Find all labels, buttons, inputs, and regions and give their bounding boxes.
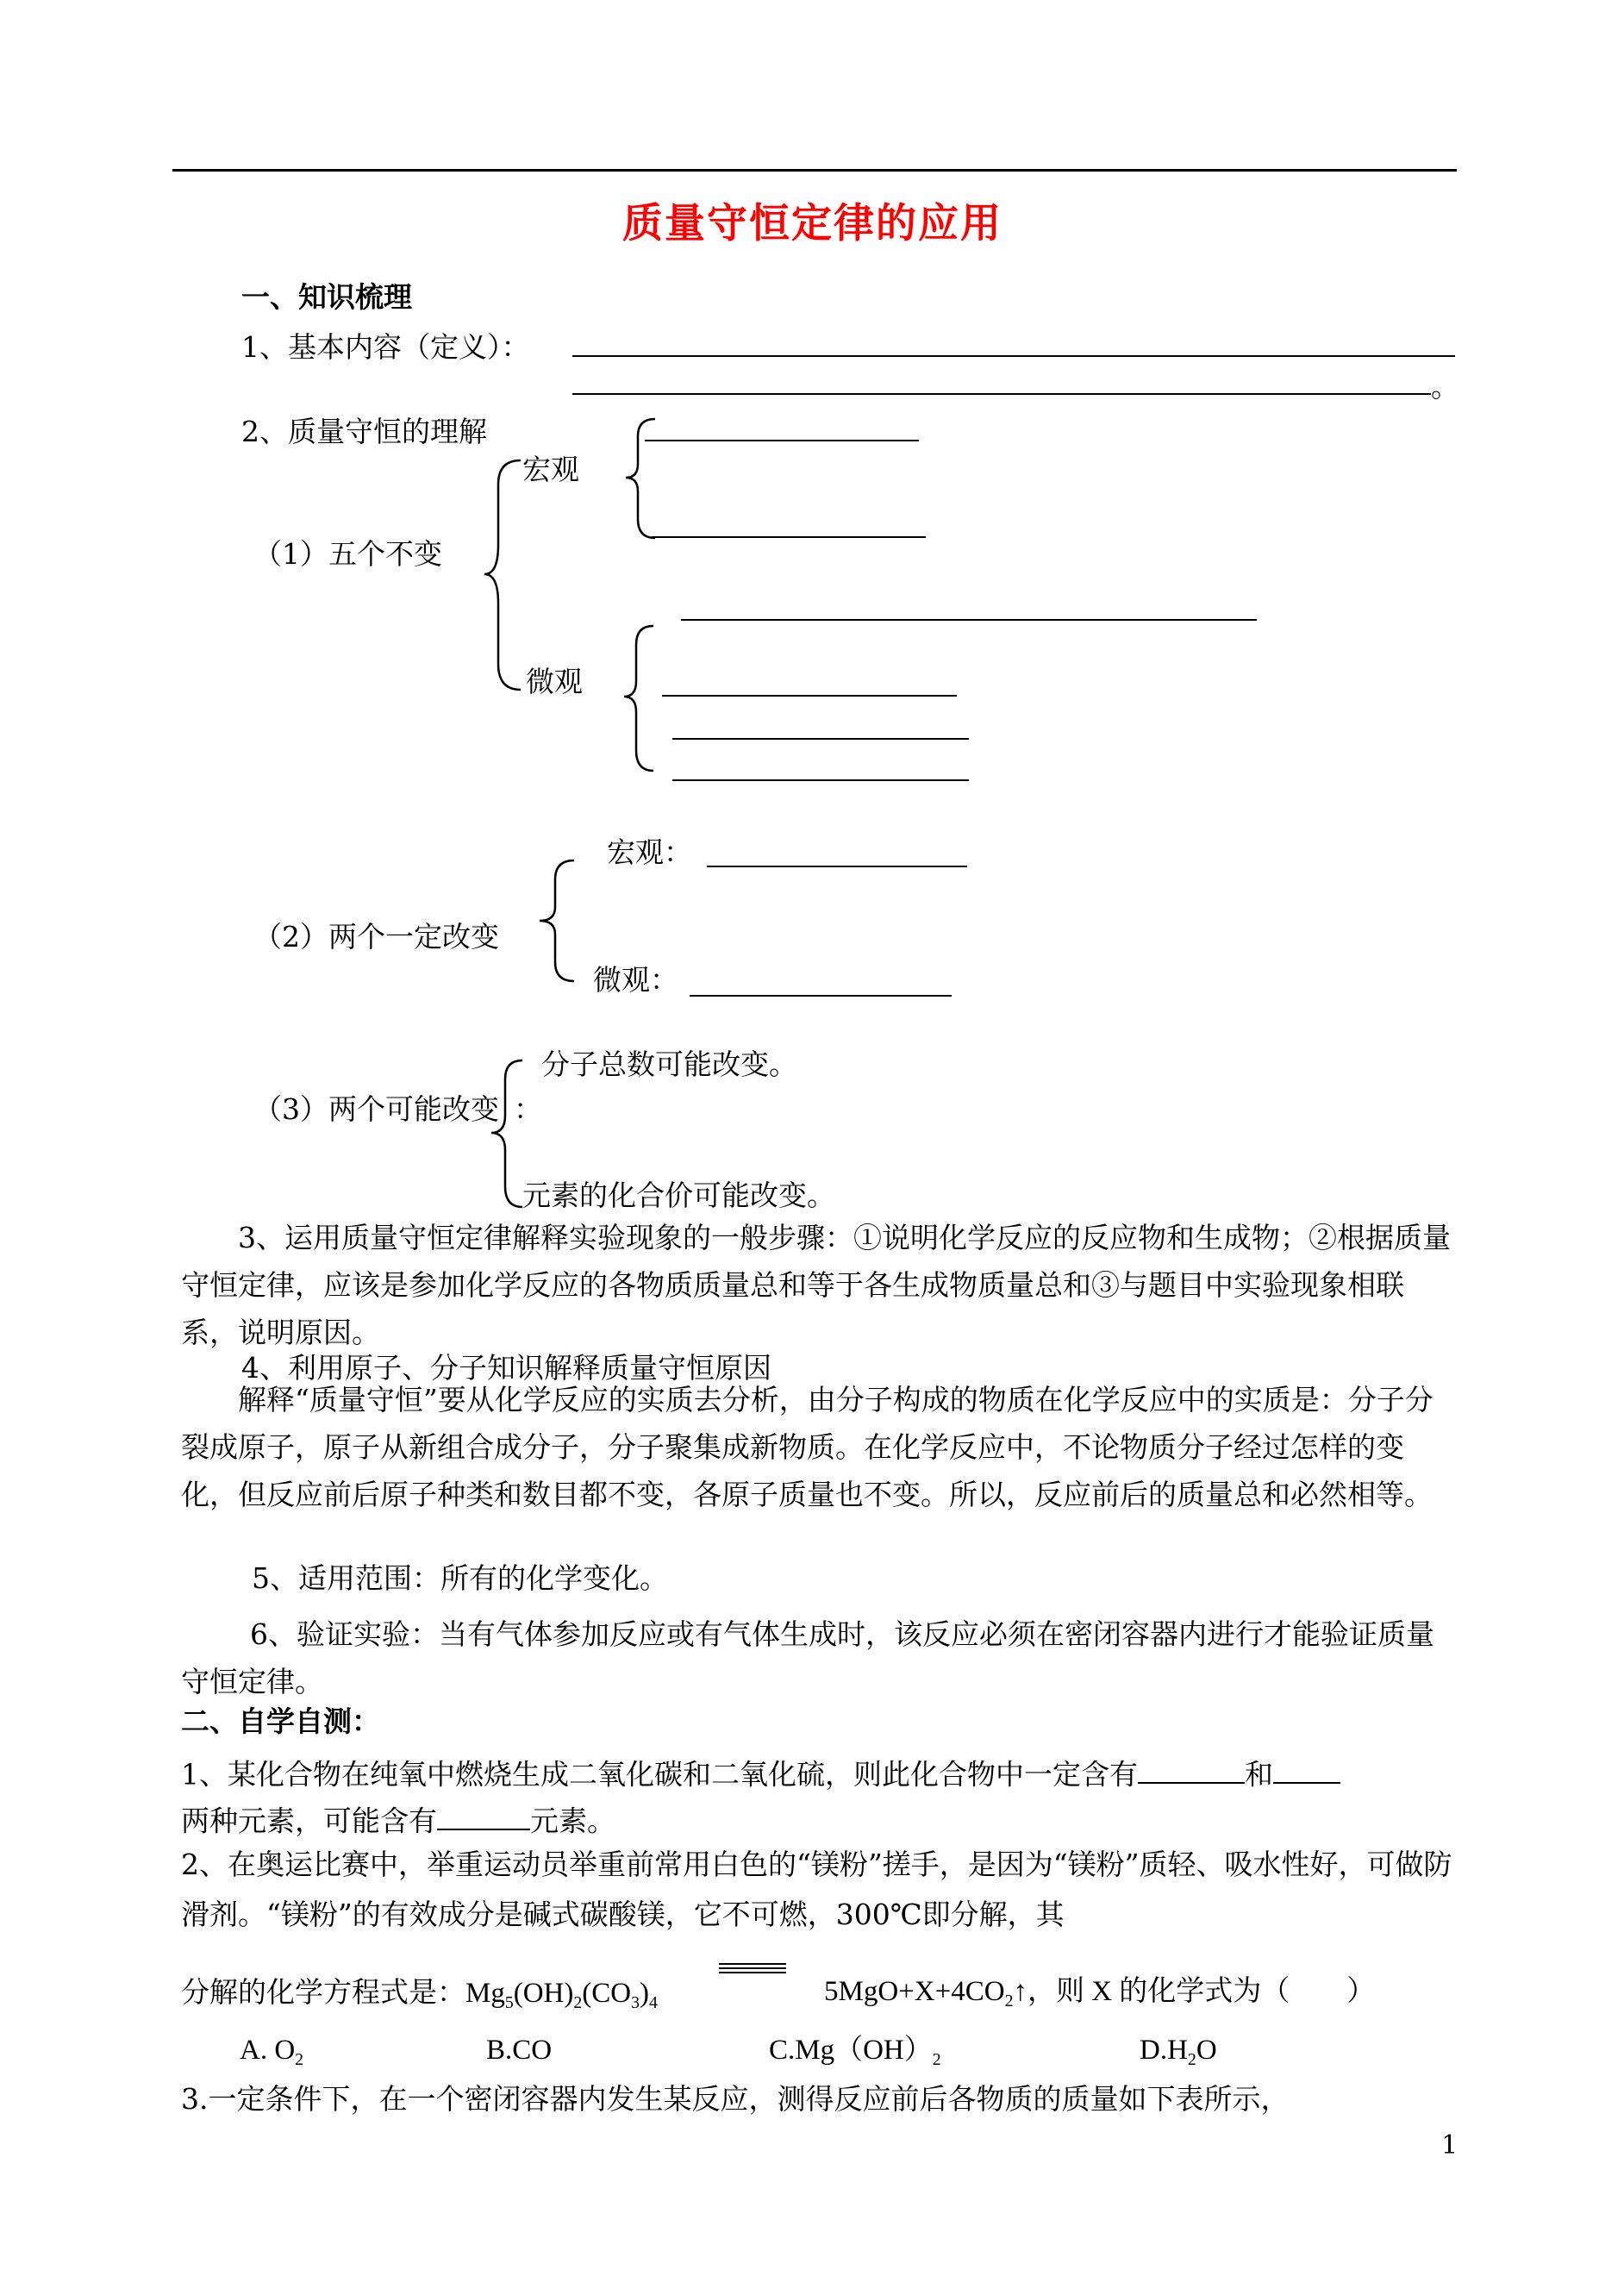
item6-paragraph bbox=[181, 1610, 1457, 1705]
q1-line1 bbox=[181, 1755, 1340, 1792]
two-change-label: （2）两个一定改变 bbox=[253, 920, 499, 954]
five-micro-brace bbox=[622, 624, 657, 772]
q1-text-a: 1、某化合物在纯氧中燃烧生成二氧化碳和二氧化硫，则此化合物中一定含有 bbox=[181, 1757, 1138, 1792]
five-macro-label: 宏观 bbox=[522, 453, 579, 486]
five-macro-brace bbox=[624, 417, 659, 540]
header-rule bbox=[172, 169, 1457, 172]
definition-blank-2[interactable] bbox=[572, 393, 1431, 395]
item4-paragraph: 解释“质量守恒”要从化学反应的实质去分析，由分子构成的物质在化学反应中的实质是：分子分裂成原子，原子从新组合成分子，分子聚集成新物质。在化学反应中，不论物质分子经过怎样的变化，但反应前后原子种类和数目都不变，各原子质量也不变。所以，反应前后的质量总和必然相等。 bbox=[181, 1383, 1433, 1511]
q1-text-c: 两种元素，可能含有 bbox=[181, 1804, 437, 1838]
item1-label: 1、基本内容（定义）： bbox=[241, 330, 530, 364]
micro-blank-3[interactable] bbox=[672, 738, 969, 740]
page-title: 质量守恒定律的应用 bbox=[622, 200, 1003, 247]
two-maybe-brace bbox=[490, 1059, 526, 1209]
item2-label: 2、质量守恒的理解 bbox=[241, 415, 487, 448]
two-change-micro-blank[interactable] bbox=[690, 995, 952, 997]
q2-paragraph: 2、在奥运比赛中，举重运动员举重前常用白色的“镁粉”搓手，是因为“镁粉”质轻、吸水性好，可做防滑剂。“镁粉”的有效成分是碱式碳酸镁，它不可燃，300℃即分解，其 bbox=[181, 1848, 1452, 1931]
option-b[interactable]: B.CO bbox=[486, 2035, 553, 2066]
option-d[interactable]: $D.H_2O$ bbox=[1140, 2035, 1217, 2069]
micro-blank-2[interactable] bbox=[662, 695, 957, 697]
two-maybe-item-b: 元素的化合价可能改变。 bbox=[522, 1179, 835, 1212]
q1-text-d: 元素。 bbox=[530, 1804, 615, 1838]
q2-question-tail: ↑，则 X 的化学式为（ ） bbox=[1013, 1976, 1376, 2007]
q2-text-b: 分解的化学方程式是： bbox=[181, 1975, 465, 2009]
definition-blank-1[interactable] bbox=[572, 355, 1455, 357]
q1-text-b: 和 bbox=[1245, 1757, 1273, 1792]
q2-equation-line bbox=[181, 1975, 658, 2012]
two-change-brace bbox=[538, 859, 578, 983]
macro-blank-2[interactable] bbox=[652, 536, 926, 538]
five-micro-label: 微观 bbox=[526, 665, 583, 698]
section1-heading: 一、知识梳理 bbox=[241, 280, 412, 314]
q1-line2 bbox=[181, 1802, 615, 1838]
macro-blank-1[interactable] bbox=[645, 440, 919, 441]
option-a[interactable]: A. $O_2$ bbox=[240, 2035, 304, 2069]
item3-paragraph: 3、运用质量守恒定律解释实验现象的一般步骤：①说明化学反应的反应物和生成物；②根据质量守恒定律，应该是参加化学反应的各物质质量总和等于各生成物质量总和③与题目中实验现象相联系，说明原因。 bbox=[181, 1221, 1451, 1349]
q3-text: 3.一定条件下，在一个密闭容器内发生某反应，测得反应前后各物质的质量如下表所示， bbox=[181, 2082, 1290, 2116]
two-maybe-item-a: 分子总数可能改变。 bbox=[541, 1047, 797, 1081]
micro-blank-4[interactable] bbox=[672, 779, 969, 781]
q1-blank-3[interactable] bbox=[437, 1802, 530, 1830]
micro-blank-1[interactable] bbox=[681, 619, 1257, 621]
five-unchanged-brace bbox=[483, 459, 526, 691]
option-c[interactable]: $C.Mg(OH)_2$ bbox=[769, 2035, 941, 2069]
five-unchanged-label: （1）五个不变 bbox=[253, 537, 442, 571]
item5-text: 5、适用范围：所有的化学变化。 bbox=[252, 1561, 668, 1595]
item6-text: 6、验证实验：当有气体参加反应或有气体生成时，该反应必须在密闭容器内进行才能验证质量守恒定律。 bbox=[181, 1617, 1434, 1698]
two-maybe-label: （3）两个可能改变 bbox=[253, 1092, 499, 1126]
two-change-micro-label: 微观： bbox=[593, 963, 678, 997]
two-change-macro-blank[interactable] bbox=[707, 866, 967, 867]
two-change-macro-label: 宏观： bbox=[607, 835, 692, 869]
section2-heading: 二、自学自测： bbox=[181, 1704, 380, 1738]
item4-heading: 4、利用原子、分子知识解释质量守恒原因 bbox=[241, 1351, 771, 1385]
q2-formula-reactant: $Mg_5(OH)_2(CO_3)_4$ bbox=[465, 1978, 658, 2012]
item1-end-mark: 。 bbox=[1431, 370, 1459, 403]
q1-blank-2[interactable] bbox=[1273, 1755, 1340, 1784]
two-maybe-colon: ： bbox=[514, 1092, 542, 1126]
page-number: 1 bbox=[1441, 2130, 1458, 2161]
q1-blank-1[interactable] bbox=[1138, 1755, 1245, 1784]
q2-equals-sign bbox=[719, 1962, 788, 1974]
q2-formula-products: $5MgO+X+4CO_2↑$，则 X 的化学式为（ ） bbox=[824, 1976, 1376, 2010]
